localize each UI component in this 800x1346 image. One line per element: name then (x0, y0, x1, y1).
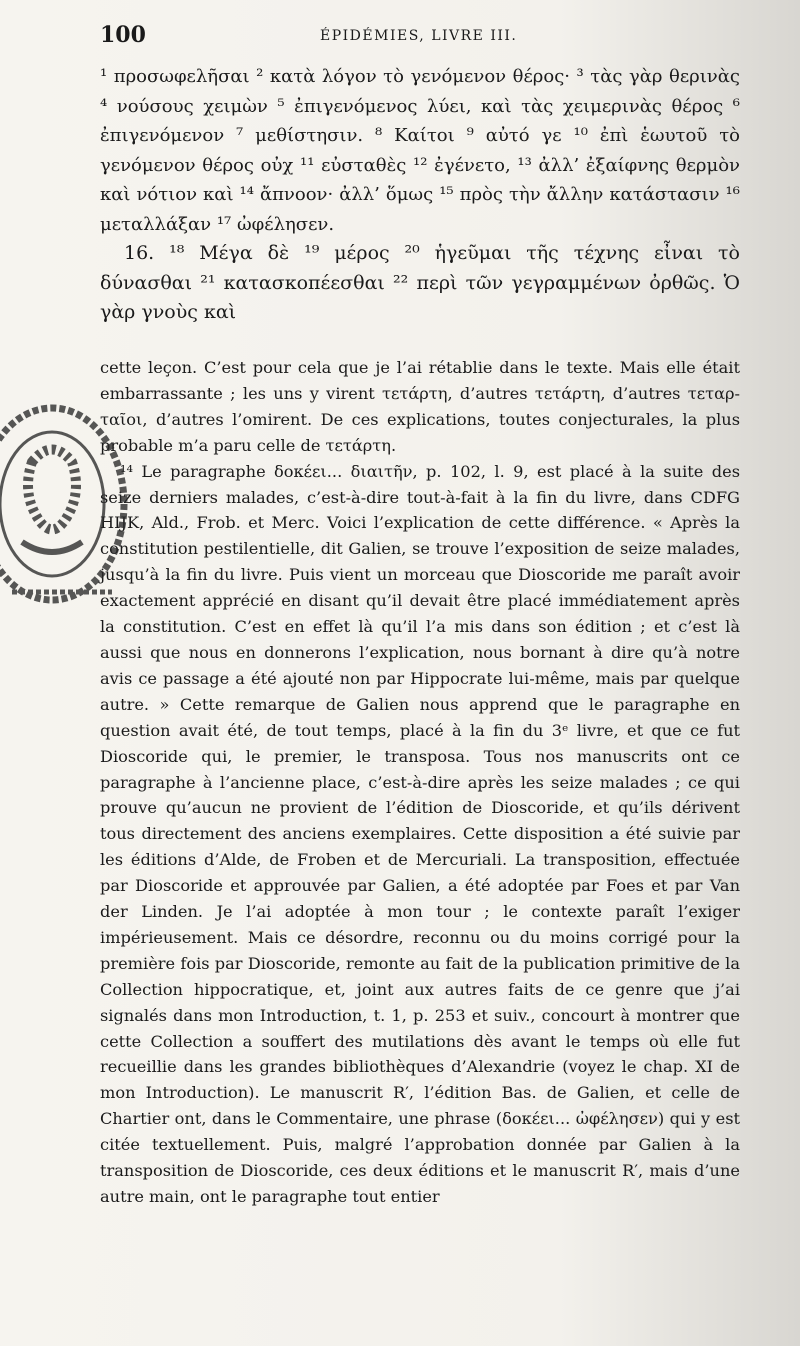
greek-main-text (100, 62, 740, 328)
page-header (100, 22, 740, 52)
footnotes (100, 355, 740, 1210)
library-stamp-icon (0, 402, 130, 617)
greek-paragraph-15-end: ¹ προσωφελῆσαι ² κατὰ λόγον τὸ γενόμενον θέρος· ³ τὰς γὰρ θερινὰς ⁴ νούσους χειμὼν ⁵ ἐπιγενόμενος λύει, καὶ τὰς χειμερινὰς θέρος ⁶ ἐπιγενόμενον ⁷ μεθίστησιν. ⁸ Καίτοι ⁹ αὐτό γε ¹⁰ ἐπὶ ἑωυτοῦ τὸ γενόμενον θέρος οὐχ ¹¹ εὐσταθὲς ¹² ἐγένετο, ¹³ ἀλλ’ ἐξαίφνης θερμὸν καὶ νότιον καὶ ¹⁴ ἄπνοον· ἀλλ’ ὅμως ¹⁵ πρὸς τὴν ἄλλην κατάστασιν ¹⁶ μεταλλάξαν ¹⁷ ὠφέλησεν. (100, 66, 740, 235)
section-separator (100, 332, 740, 352)
footnote-14: ¹⁴ Le paragraphe δοκέει... διαιτῆν, p. 102, l. 9, est placé à la suite des seize derniers malades, c’est-à-dire tout-à-fait à la fin du livre, dans CDFG HIJK, Ald., Frob. et Merc. Voici l’explication de cette différence. « Après la constitution pestilentielle, dit Galien, se trouve l’exposition de seize malades, jusqu’à la fin du livre. Puis vient un morceau que Dioscoride me paraît avoir exactement apprécié en disant qu’il devait être placé immédiatement après la constitution. C’est en effet là qu’il l’a mis dans son édition ; et c’est là aussi que nous en donnerons l’explication, nous bornant à dire qu’à notre avis ce passage a été ajouté non par Hippocrate lui-même, mais par quelque autre. » Cette remarque de Galien nous apprend que le paragraphe en question avait été, de tout temps, placé à la fin du 3ᵉ livre, et que ce fut Dioscoride qui, le premier, le transposa. Tous nos manuscrits ont ce paragraphe à l’ancienne place, c’est-à-dire après les seize malades ; ce qui prouve qu’aucun ne provient de l’édition de Dioscoride, et qu’ils dérivent tous directement des anciens exemplaires. Cette disposition a été suivie par les éditions d’Alde, de Froben et de Mercuriali. La transposition, effectuée par Dioscoride et approuvée par Galien, a été adoptée par Foes et par Van der Linden. Je l’ai adoptée à mon tour ; le contexte paraît l’exiger impérieusement. Mais ce désordre, reconnu ou du moins corrigé pour la première fois par Dioscoride, remonte au fait de la publication primitive de la Collection hippocratique, et, joint aux autres faits de ce genre que j’ai signalés dans mon Introduction, t. 1, p. 253 et suiv., concourt à montrer que cette Collection a souffert des mutilations dès avant le temps où elle fut recueillie dans les grandes bibliothèques d’Alexandrie (voyez le chap. XI de mon Introduction). Le manuscrit R′, l’édition Bas. de Galien, et celle de Chartier ont, dans le Commentaire, une phrase (δοκέει... ὠφέλησεν) qui y est citée textuellement. Puis, malgré l’approbation donnée par Galien à la transposition de Dioscoride, ces deux éditions et le manuscrit R′, mais d’une autre main, ont le paragraphe tout entier (100, 461, 740, 1206)
greek-paragraph-16: 16. ¹⁸ Μέγα δὲ ¹⁹ μέρος ²⁰ ἡγεῦμαι τῆς τέχνης εἶναι τὸ δύνασθαι ²¹ κατασκοπέεσθαι ²² περὶ τῶν γεγραμμένων ὀρθῶς. Ὁ γὰρ γνοὺς καὶ (100, 242, 740, 323)
running-title: ÉPIDÉMIES, LIVRE III. (320, 28, 518, 44)
footnote-continuation: cette leçon. C’est pour cela que je l’ai rétablie dans le texte. Mais elle était embarrassante ; les uns y virent τετάρτη, d’autres τετάρτη, d’autres τεταρ-ταῖοι, d’autres l’omirent. De ces explications, toutes conjecturales, la plus probable m’a paru celle de τετάρτη. (100, 358, 740, 455)
page-number: 100 (100, 22, 146, 48)
